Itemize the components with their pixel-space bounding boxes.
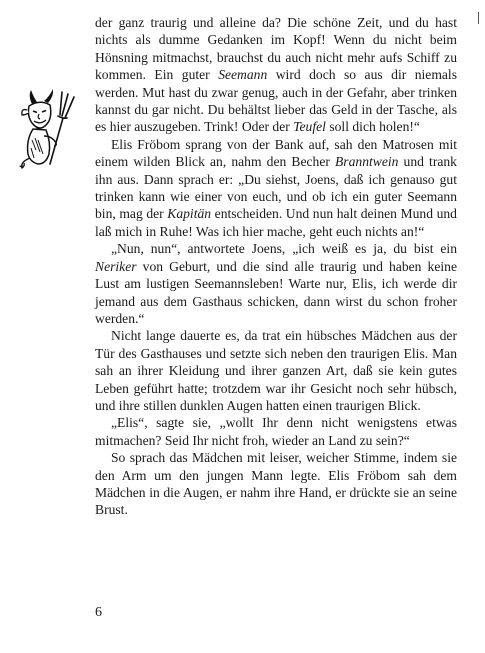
text-run: und trank ihn aus. Dann sprach er: „Du siehst, Joens, daß ich genauso gut trinken kann wie einer von euch, und ob ich ein guter Seemann bin, mag der [95, 154, 457, 222]
italic-term: Branntwein [335, 154, 399, 170]
italic-term: Kapitän [167, 206, 212, 222]
text-run: „Elis“, sagte sie, „wollt Ihr denn nicht wenigstens etwas mitmachen? Seid Ihr nicht froh, wieder an Land zu sein?“ [95, 415, 457, 448]
italic-term: Teufel [293, 119, 326, 135]
text-run: entscheiden. Und nun halt deinen Mund und laß mich in Ruhe! Was ich hier mache, geht euch nichts an!“ [95, 206, 457, 239]
story-paragraph [95, 449, 457, 519]
italic-term: Seemann [218, 67, 268, 83]
text-run: So sprach das Mädchen mit leiser, weicher Stimme, indem sie den Arm um den jungen Mann legte. Elis Fröbom sah dem Mädchen in die Augen, er nahm ihre Hand, er drückte sie an seine Brust. [95, 450, 457, 518]
story-paragraph [95, 136, 457, 240]
page-number: 6 [95, 605, 102, 620]
text-run: von Geburt, und die sind alle traurig und haben keine Lust am lustigen Seemannsleben! Warte nur, Elis, ich werde dir jemand aus dem Gasthaus schicken, dann wirst du schon froher werden.“ [95, 258, 457, 326]
story-paragraph [95, 14, 457, 136]
text-run: wird doch so aus dir niemals werden. Mut hast du zwar genug, auch in der Gefahr, aber trinken kannst du gar nicht. Du behältst lieber das Geld in der Tasche, als es hier auszugeben. Trink! Oder der [95, 67, 457, 135]
devil-with-pitchfork-icon [16, 88, 78, 170]
page-edge-mark [478, 12, 479, 24]
story-text [95, 14, 457, 519]
text-run: „Nun, nun“, antwortete Joens, „ich weiß es ja, du bist ein [111, 241, 457, 257]
text-run: Elis Fröbom sprang von der Bank auf, sah den Matrosen mit einem wilden Blick an, nahm den Becher [95, 136, 457, 170]
story-paragraph [95, 414, 457, 449]
text-run: Nicht lange dauerte es, da trat ein hübsches Mädchen aus der Tür des Gasthauses und setzte sich neben den traurigen Elis. Man sah an ihrer Kleidung und ihrer ganzen Art, daß sie kein gutes Leben geführt hatte; trotzdem war ihr Gesicht noch sehr hübsch, und ihre stillen dunklen Augen hatten einen traurigen Blick. [95, 328, 457, 413]
italic-term: Neriker [95, 258, 137, 274]
story-paragraph [95, 240, 457, 327]
text-run: soll dich holen!“ [325, 119, 420, 135]
story-paragraph [95, 327, 457, 414]
text-run: der ganz traurig und alleine da? Die schöne Zeit, und du hast nichts als dumme Gedanken im Kopf! Wenn du nicht beim Hönsning mitmachst, brauchst du auch nicht mehr aufs Schiff zu kommen. Ein guter [95, 15, 457, 83]
